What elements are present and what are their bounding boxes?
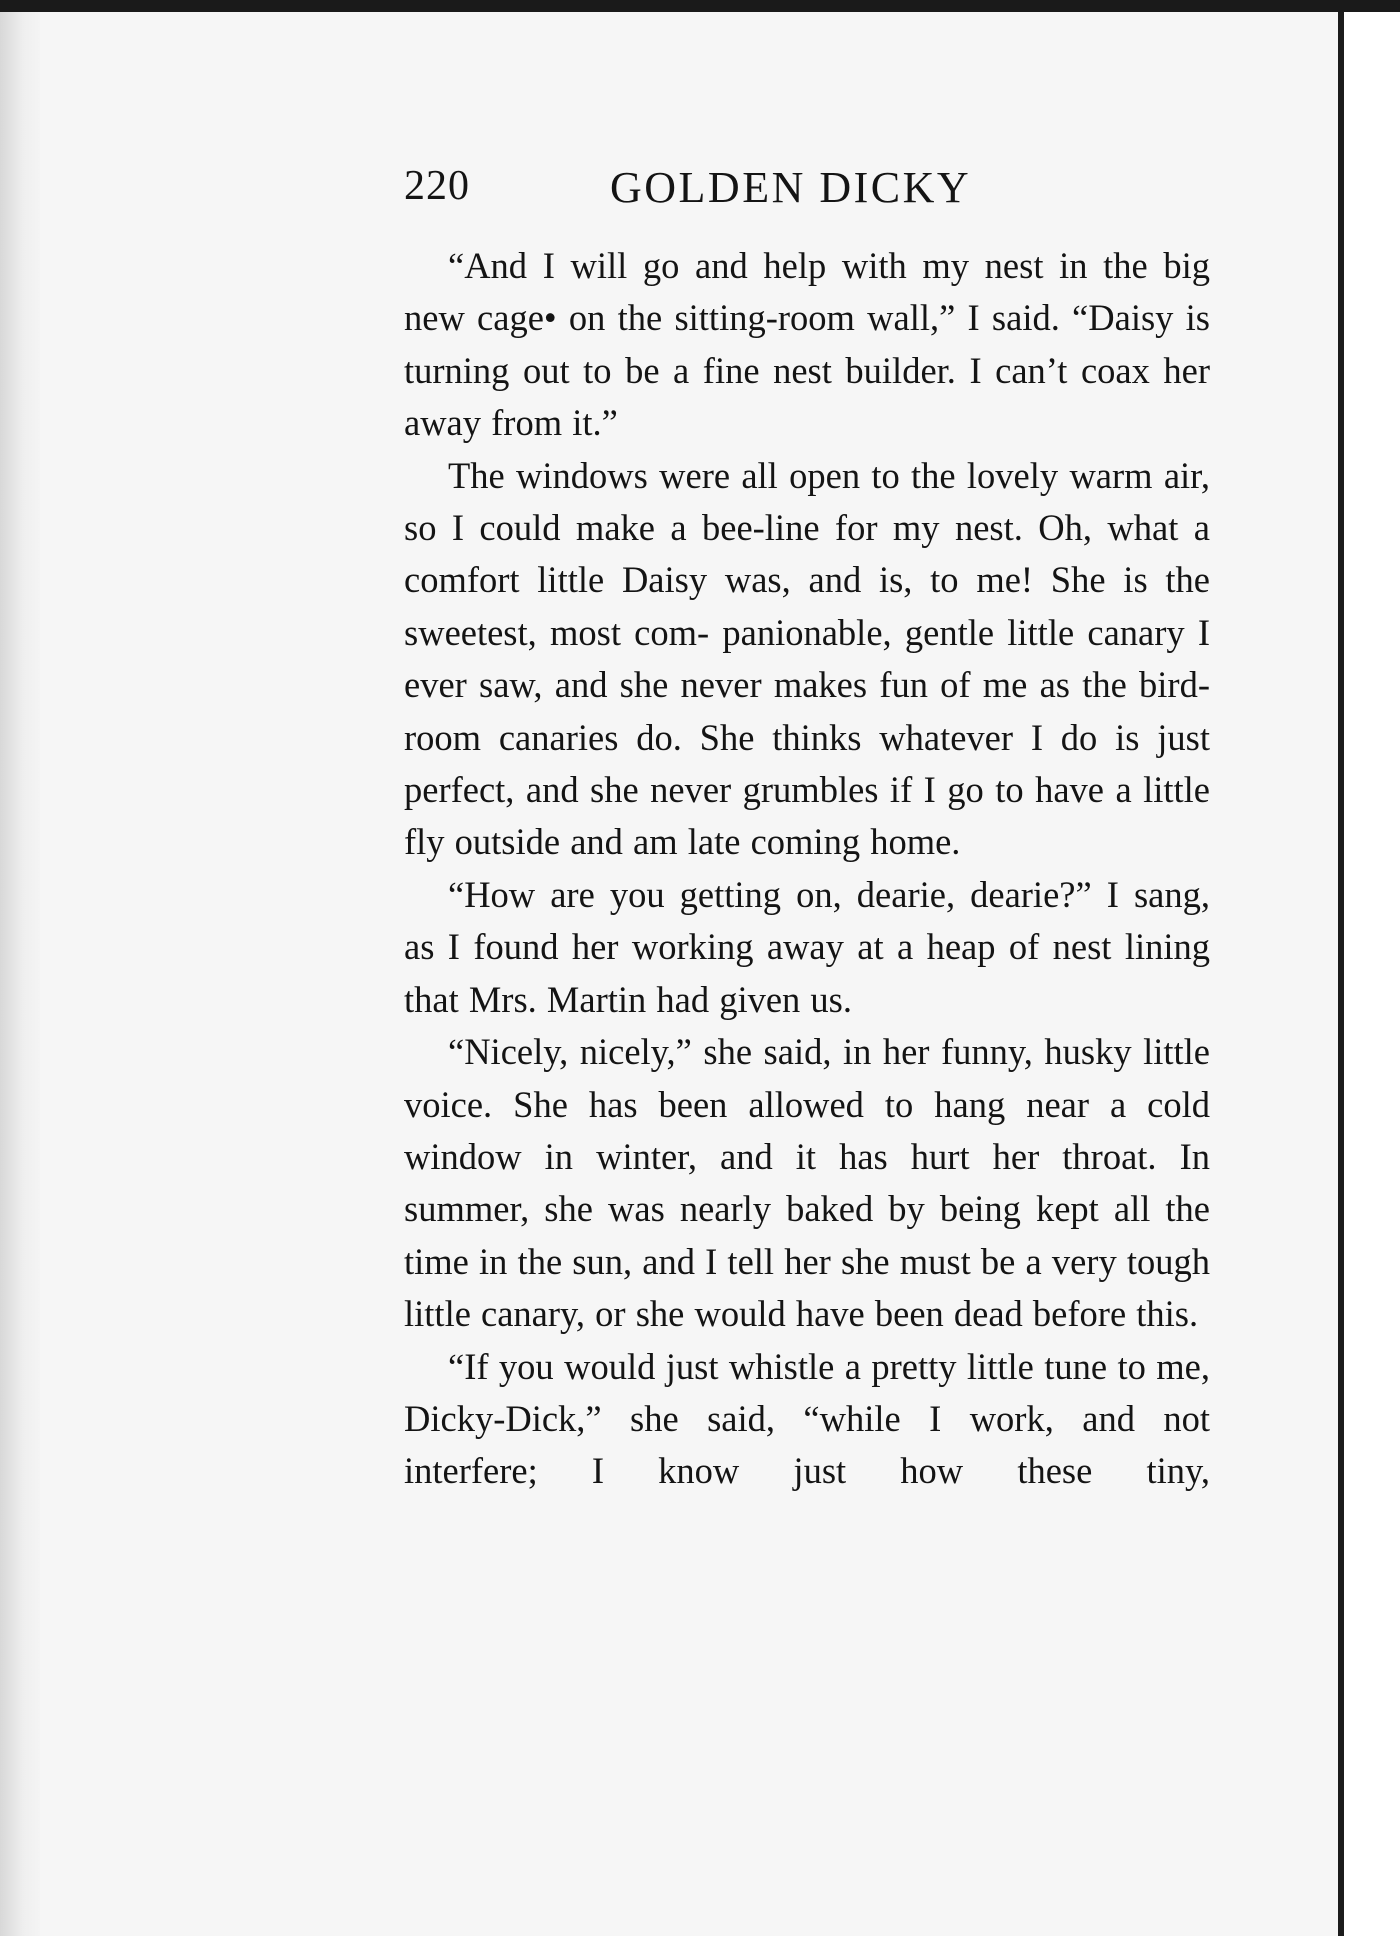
right-page-edge [1338,12,1400,1936]
paragraph-1: “And I will go and help with my nest in the big new cage• on the sitting-room wall,” I said. “Daisy is turning out to be a fine nest builder. I can’t coax her away from it.” [404,245,1210,444]
paragraph-4: “Nicely, nicely,” she said, in her funny, husky little voice. She has been allowed to hang near a cold window in winter, and it has hurt her throat. In summer, she was nearly baked by being kept all the time in the sun, and I tell her she must be a very tough little canary, or she would have been dead before this. [404,1031,1210,1335]
book-title: GOLDEN DICKY [610,163,972,212]
top-scan-border [0,0,1400,12]
paragraph-2: The windows were all open to the lovely warm air, so I could make a bee-line for my nest. Oh, what a comfort little Daisy was, and is, to me! She is the sweetest, most com- panionable, gentle little canary I ever saw, and she never makes fun of me as the bird-room canaries do. She thinks whatever I do is just perfect, and she never grumbles if I go to have a little fly outside and am late coming home. [404,454,1210,863]
body-text [404,240,1210,1498]
paragraph-3: “How are you getting on, dearie, dearie?” I sang, as I found her working away at a heap of nest lining that Mrs. Martin had given us. [404,873,1210,1020]
left-page-gutter [0,12,40,1936]
running-head [404,162,1210,222]
right-scan-border [1338,12,1344,1936]
paragraph-5: “If you would just whistle a pretty little tune to me, Dicky-Dick,” she said, “while I work, and not interfere; I know just how these tiny, [404,1345,1210,1492]
page-number: 220 [404,163,470,209]
